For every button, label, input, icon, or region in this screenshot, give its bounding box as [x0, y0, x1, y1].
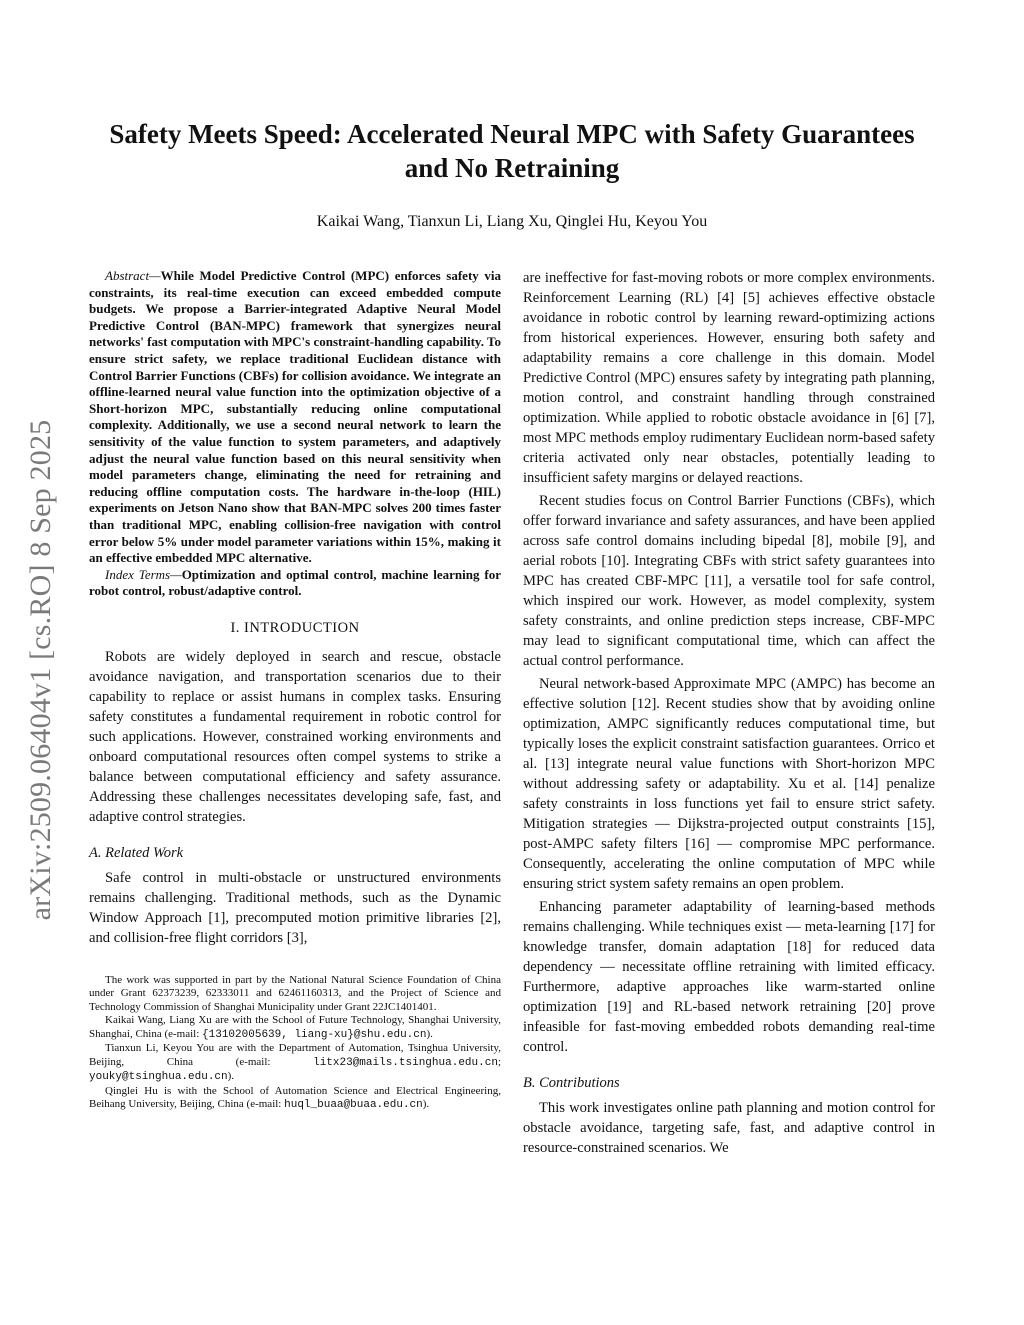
paper-title	[80, 117, 944, 185]
arxiv-identifier-stamp	[16, 380, 66, 960]
subsection-heading-related-work: A. Related Work	[89, 844, 184, 861]
affiliation-2-email-1: litx23@mails.tsinghua.edu.cn	[313, 1056, 498, 1069]
related-work-paragraph: Safe control in multi-obstacle or unstructured environments remains challenging. Traditional methods, such as the Dynamic Window Approach [1], precomputed motion primitive libraries [2], and collision-free flight corridors [3],	[89, 869, 501, 946]
affiliation-1-text: Kaikai Wang, Liang Xu are with the School of Future Technology, Shanghai University, Shanghai, China (e-mail:	[89, 1014, 501, 1040]
index-terms-lead: Index Terms—	[105, 566, 182, 582]
subsection-heading-contributions: B. Contributions	[523, 1075, 620, 1091]
abstract-block	[89, 268, 501, 600]
contributions-body	[523, 1098, 935, 1158]
index-terms-paragraph	[89, 567, 501, 600]
title-line-2: and No Retraining	[404, 153, 620, 183]
affiliation-2-end: ).	[227, 1070, 235, 1083]
related-work-body	[89, 868, 501, 948]
funding-footnote: The work was supported in part by the National Natural Science Foundation of China under Grant 62373239, 62333011 and 62461160313, and the Project of Science and Technology Commission of Shanghai Municipality under Grant 22JC1401401.	[89, 973, 501, 1013]
adaptability-paragraph: Enhancing parameter adaptability of learning-based methods remains challenging. While techniques exist — meta-learning [17] for knowledge transfer, domain adaptation [18] for reduced data dependency — necessitate offline retraining with limited efficacy. Furthermore, adaptive approaches like warm-started online optimization [19] and RL-based network retraining [20] prove infeasible for fast-moving embedded robots demanding real-time control.	[523, 899, 935, 1055]
affiliation-footnote-1	[89, 1014, 501, 1042]
ampc-paragraph: Neural network-based Approximate MPC (AMPC) has become an effective solution [12]. Recent studies show that by avoiding online optimization, AMPC significantly reduces computational time, but typically loses the explicit constraint satisfaction guarantees. Orrico et al. [13] integrate neural value functions with Short-horizon MPC without addressing safety or adaptability. Xu et al. [14] penalize safety constraints in loss functions yet fail to ensure strict safety. Mitigation strategies — Dijkstra-projected output constraints [15], post-AMPC safety filters [16] — compromise MPC performance. Consequently, accelerating the online computation of MPC while ensuring strict system safety remains an open problem.	[523, 676, 935, 892]
right-column-body	[523, 268, 935, 1057]
affiliation-1-end: ).	[426, 1027, 433, 1040]
affiliation-footnote-2	[89, 1042, 501, 1085]
affiliation-2-text: Tianxun Li, Keyou You are with the Department of Automation, Tsinghua University, Beijing, China (e-mail:	[89, 1042, 501, 1068]
abstract-paragraph	[89, 268, 501, 567]
affiliation-3-email: huql_buaa@buaa.edu.cn	[284, 1099, 423, 1112]
arxiv-identifier-text: arXiv:2509.06404v1 [cs.RO] 8 Sep 2025	[24, 419, 57, 921]
introduction-body	[89, 647, 501, 827]
affiliation-1-email: {13102005639, liang-xu}@shu.edu.cn	[202, 1028, 427, 1041]
continued-paragraph: are ineffective for fast-moving robots or more complex environments. Reinforcement Learning (RL) [4] [5] achieves effective obstacle avoidance in robotic control by learning reward-optimizing actions from historical experiences. However, ensuring both safety and adaptability remains a core challenge in this domain. Model Predictive Control (MPC) ensures safety by integrating path planning, motion control, and constraint handling through constrained optimization. While applied to robotic obstacle avoidance in [6] [7], most MPC methods employ rudimentary Euclidean norm-based safety criteria activated only near obstacles, potentially leading to insufficient safety margins or delayed reactions.	[523, 270, 935, 486]
abstract-text: While Model Predictive Control (MPC) enforces safety via constraints, its real-time execution can exceed embedded compute budgets. We propose a Barrier-integrated Adaptive Neural Model Predictive Control (BAN-MPC) framework that synergizes neural networks' fast computation with MPC's constraint-handling capability. To ensure strict safety, we replace traditional Euclidean distance with Control Barrier Functions (CBFs) for collision avoidance. We integrate an offline-learned neural value function into the optimization objective of a Short-horizon MPC, substantially reducing online computational complexity. Additionally, we use a second neural network to learn the sensitivity of the value function to system parameters, and adaptively adjust the neural value function based on this neural sensitivity when model parameters change, eliminating the need for retraining and reducing offline computation costs. The hardware in-the-loop (HIL) experiments on Jetson Nano show that BAN-MPC solves 200 times faster than traditional MPC, enabling collision-free navigation with control error below 5% under model parameter variations within 15%, making it an effective embedded MPC alternative.	[89, 268, 501, 566]
affiliation-footnote-3	[89, 1085, 501, 1113]
affiliation-2-separator: ;	[497, 1055, 501, 1068]
footnotes	[89, 974, 501, 1113]
left-column	[89, 268, 501, 1113]
affiliation-3-text: Qinglei Hu is with the School of Automation Science and Electrical Engineering, Beihang University, Beijing, China (e-mail:	[89, 1084, 501, 1111]
cbf-paragraph: Recent studies focus on Control Barrier Functions (CBFs), which offer forward invariance and safety assurances, and have been applied across safe control domains including bipedal [8], mobile [9], and aerial robots [10]. Integrating CBFs with strict safety guarantees into MPC has created CBF-MPC [11], a versatile tool for safe control, which inspired our work. However, as model complexity, system safety constraints, and online prediction steps increase, CBF-MPC may lead to significant computational time, which can affect the actual control performance.	[523, 493, 935, 669]
index-terms-text: Optimization and optimal control, machine learning for robot control, robust/adaptive control.	[89, 566, 501, 599]
title-line-1: Safety Meets Speed: Accelerated Neural MPC with Safety Guarantees	[109, 119, 915, 149]
right-column	[523, 268, 935, 1158]
section-heading-introduction: I. INTRODUCTION	[230, 619, 360, 636]
intro-paragraph: Robots are widely deployed in search and rescue, obstacle avoidance navigation, and transportation scenarios due to their capability to replace or assist humans in complex tasks. Ensuring safety constitutes a fundamental requirement in robotic control for such applications. However, constrained working environments and onboard computational resources often compel systems to strike a balance between computational efficiency and safety assurance. Addressing these challenges necessitates developing safe, fast, and adaptive control strategies.	[89, 648, 501, 825]
contributions-paragraph: This work investigates online path planning and motion control for obstacle avoidance, targeting safe, fast, and adaptive control in resource-constrained scenarios. We	[523, 1100, 935, 1156]
abstract-lead: Abstract—	[105, 268, 161, 283]
affiliation-2-email-2: youky@tsinghua.edu.cn	[89, 1071, 228, 1084]
author-list: Kaikai Wang, Tianxun Li, Liang Xu, Qinglei Hu, Keyou You	[316, 213, 708, 230]
affiliation-3-end: ).	[422, 1098, 430, 1111]
